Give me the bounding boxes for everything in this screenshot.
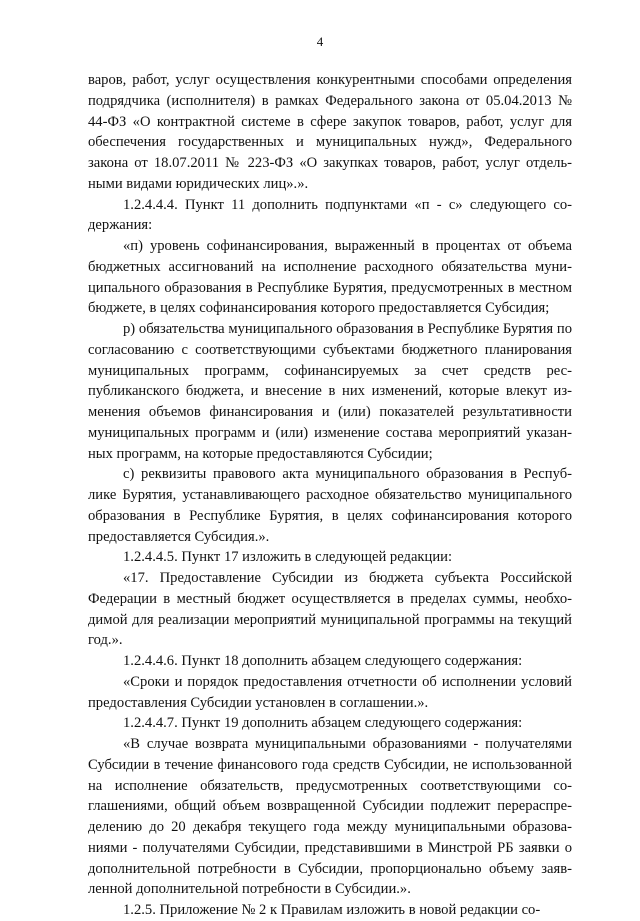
paragraph-subitem-r: р) обязательства муниципального образования в Республике Бурятия по согласованию с соответствующими субъектами бюджетного планирования муниципальных программ, софинансируемых за счет средств республиканского бюджета, и внесение в них изменений, которые влекут изменения объемов финансирования и (или) показателей результативности муниципальных программ и (или) изменение состава мероприятий указанных программ, на которые предоставляются Субсидии;: [88, 321, 572, 462]
document-body: [88, 70, 572, 921]
paragraph-subitem-s: с) реквизиты правового акта муниципального образования в Республике Бурятия, устанавливающего расходное обязательство муниципального образования в Республике Бурятия, в целях софинансирования которого предоставляется Субсидия.».: [88, 466, 572, 545]
paragraph-item-1-2-4-4-4: 1.2.4.4.4. Пункт 11 дополнить подпунктами «п - с» следующего содержания:: [88, 196, 572, 234]
paragraph-subsidy-return: «В случае возврата муниципальными образованиями - получателями Субсидии в течение финансового года средств Субсидии, не использованной на исполнение обязательств, предусмотренных соответствующими соглашениями, общий объем возвращенной Субсидии подлежит перераспределению до 20 декабря текущего года между муниципальными образованиями - получателями Субсидии, представившими в Минстрой РБ заявки о дополнительной потребности в Субсидии, пропорционально объему заявленной дополнительной потребности в Субсидии.».: [88, 736, 572, 898]
page-number: 4: [316, 34, 324, 49]
paragraph-item-1-2-4-4-7: 1.2.4.4.7. Пункт 19 дополнить абзацем следующего содержания:: [123, 715, 523, 732]
paragraph-subitem-p: «п) уровень софинансирования, выраженный в процентах от объема бюджетных ассигнований на исполнение расходного обязательства муниципального образования в Республике Бурятия, предусмотренных в местном бюджете, в целях софинансирования которого предоставляется Субсидия;: [88, 238, 572, 317]
paragraph-item-1-2-5: 1.2.5. Приложение № 2 к Правилам изложить в новой редакции со-: [123, 902, 541, 918]
paragraph-point-17: «17. Предоставление Субсидии из бюджета субъекта Российской Федерации в местный бюджет осуществляется в пределах суммы, необходимой для реализации мероприятий муниципальной программы на текущий год.».: [88, 570, 572, 649]
paragraph-item-1-2-4-4-6: 1.2.4.4.6. Пункт 18 дополнить абзацем следующего содержания:: [123, 653, 523, 669]
paragraph-item-1-2-4-4-5: 1.2.4.4.5. Пункт 17 изложить в следующей редакции:: [123, 549, 452, 566]
paragraph-reporting-terms: «Сроки и порядок предоставления отчетности об исполнении условий предоставления Субсидии установлен в соглашении.».: [88, 673, 572, 711]
paragraph-continuation: варов, работ, услуг осуществления конкурентными способами определения подрядчика (исполнителя) в рамках Федерального закона от 05.04.2013 № 44-ФЗ «О контрактной системе в сфере закупок товаров, работ, услуг для обеспечения государственных и муниципальных нужд», Федерального закона от 18.07.2011 № 223-ФЗ «О закупках товаров, работ, услуг отдельными видами юридических лиц».».: [88, 72, 572, 192]
